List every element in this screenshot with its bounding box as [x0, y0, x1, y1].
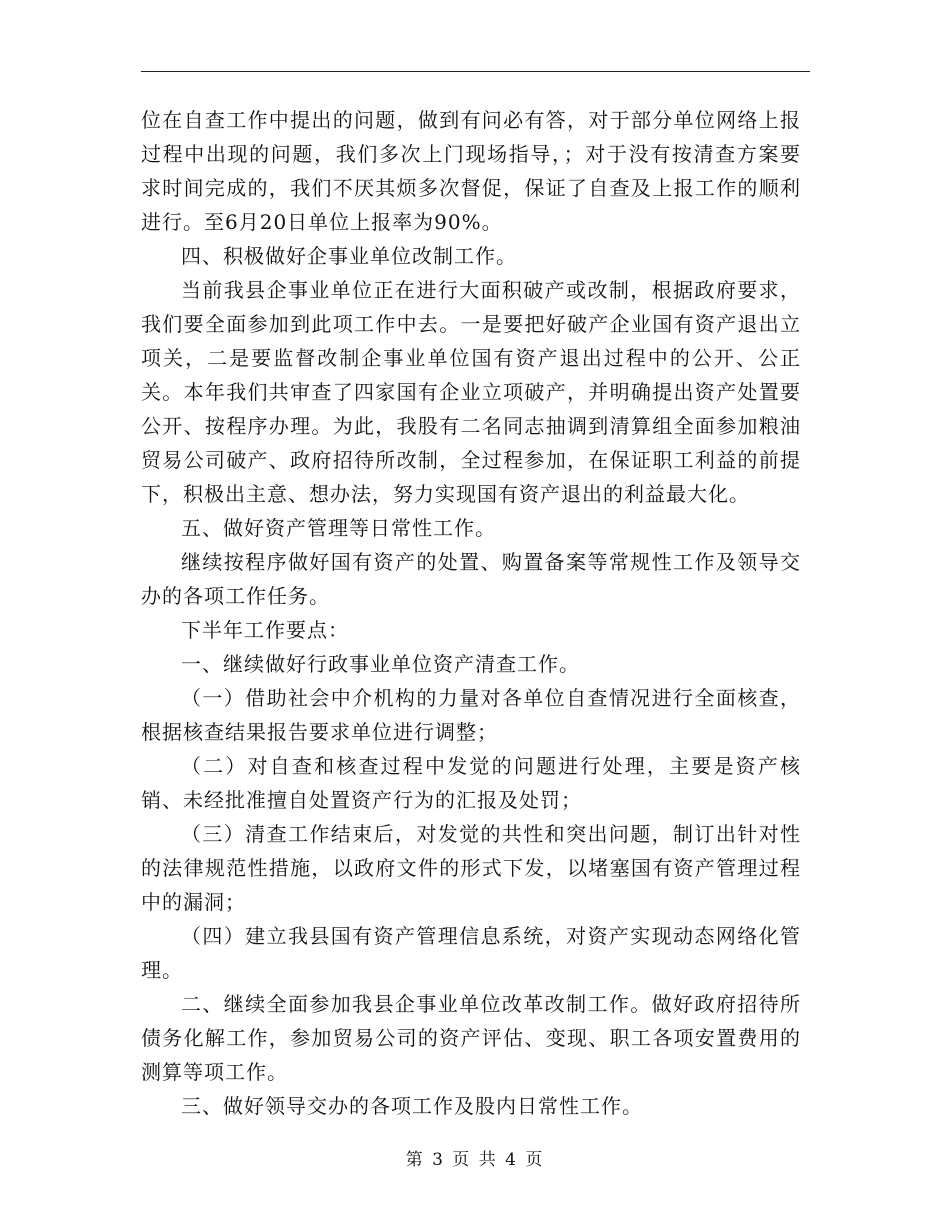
paragraph-plan-2: 二、继续全面参加我县企事业单位改革改制工作。做好政府招待所债务化解工作，参加贸易公司的资产评估、变现、职工各项安置费用的测算等项工作。: [141, 992, 801, 1084]
page-number-label: 第 3 页 共 4 页: [405, 1150, 545, 1170]
header-rule: [141, 71, 810, 72]
paragraph-plan-1-item-1: （一）借助社会中介机构的力量对各单位自查情况进行全面核查，根据核查结果报告要求单位进行调整；: [141, 686, 801, 744]
paragraph-section-4-heading: 四、积极做好企事业单位改制工作。: [181, 244, 517, 268]
paragraph-plan-1-item-2: （二）对自查和核查过程中发觉的问题进行处理，主要是资产核销、未经批准擅自处置资产行为的汇报及处罚；: [141, 754, 801, 812]
paragraph-plan-1-item-4: （四）建立我县国有资产管理信息系统，对资产实现动态网络化管理。: [141, 924, 801, 982]
paragraph-1: 位在自查工作中提出的问题，做到有问必有答，对于部分单位网络上报过程中出现的问题，我们多次上门现场指导，；对于没有按清查方案要求时间完成的，我们不厌其烦多次督促，保证了自查及上报工作的顺利进行。至6月20日单位上报率为90%。: [141, 108, 801, 234]
paragraph-plan-3: 三、做好领导交办的各项工作及股内日常性工作。: [181, 1094, 643, 1118]
paragraph-second-half-heading: 下半年工作要点：: [181, 618, 349, 642]
paragraph-3: 当前我县企事业单位正在进行大面积破产或改制，根据政府要求，我们要全面参加到此项工作中去。一是要把好破产企业国有资产退出立项关，二是要监督改制企事业单位国有资产退出过程中的公开、公正关。本年我们共审查了四家国有企业立项破产，并明确提出资产处置要公开、按程序办理。为此，我股有二名同志抽调到清算组全面参加粮油贸易公司破产、政府招待所改制，全过程参加，在保证职工利益的前提下，积极出主意、想办法，努力实现国有资产退出的利益最大化。: [141, 278, 801, 506]
paragraph-5: 继续按程序做好国有资产的处置、购置备案等常规性工作及领导交办的各项工作任务。: [141, 550, 801, 608]
document-body: [141, 103, 801, 1123]
paragraph-plan-1-item-3: （三）清查工作结束后，对发觉的共性和突出问题，制订出针对性的法律规范性措施，以政府文件的形式下发，以堵塞国有资产管理过程中的漏洞；: [141, 822, 801, 914]
page-footer: [0, 1148, 950, 1172]
paragraph-section-5-heading: 五、做好资产管理等日常性工作。: [181, 516, 496, 540]
paragraph-plan-1-heading: 一、继续做好行政事业单位资产清查工作。: [181, 652, 580, 676]
